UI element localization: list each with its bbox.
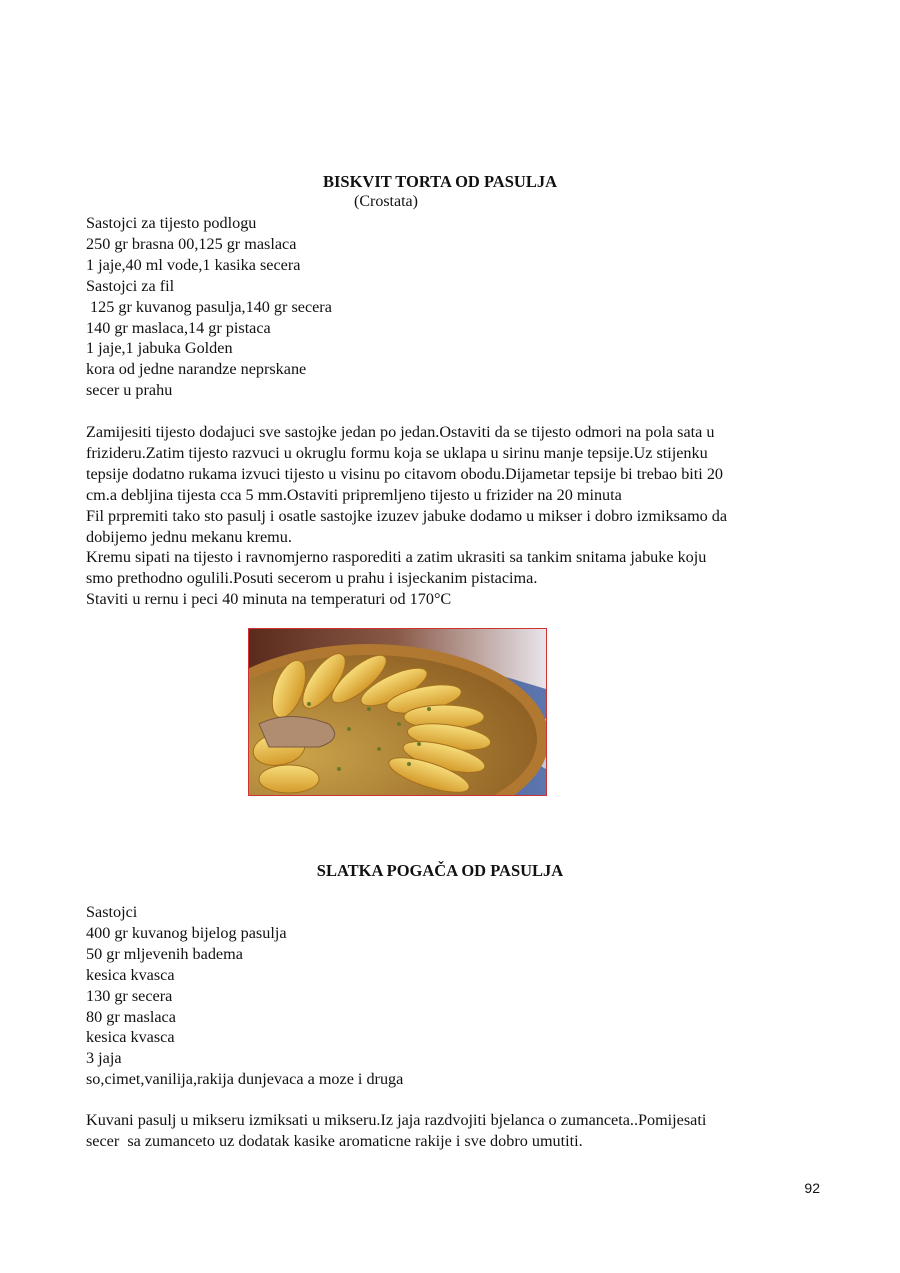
ingredient-line: 130 gr secera bbox=[86, 986, 173, 1005]
recipe-2-ingredients bbox=[86, 902, 403, 1090]
instruction-line: Zamijesiti tijesto dodajuci sve sastojke jedan po jedan.Ostaviti da se tijesto odmori na pola sata u bbox=[86, 423, 715, 441]
instruction-line: dobijemo jednu mekanu kremu. bbox=[86, 527, 292, 546]
ingredient-line: secer u prahu bbox=[86, 381, 173, 400]
recipe-1-subtitle: (Crostata) bbox=[354, 193, 418, 210]
recipe-2-instructions bbox=[86, 1110, 826, 1152]
instruction-line: smo prethodno ogulili.Posuti secerom u prahu i isjeckanim pistacima. bbox=[86, 569, 538, 588]
ingredient-line: 80 gr maslaca bbox=[86, 1007, 176, 1026]
ingredient-line: Sastojci bbox=[86, 903, 138, 921]
page-number: 92 bbox=[804, 1180, 820, 1196]
instruction-line: Fil prpremiti tako sto pasulj i osatle sastojke izuzev jabuke dodamo u mikser i dobro izmiksamo da bbox=[86, 506, 728, 525]
instruction-line: cm.a debljina tijesta cca 5 mm.Ostaviti pripremljeno tijesto u frizider na 20 minuta bbox=[86, 485, 622, 504]
ingredient-line: kesica kvasca bbox=[86, 1028, 175, 1047]
recipe-1-ingredients bbox=[86, 213, 332, 401]
ingredient-line: 140 gr maslaca,14 gr pistaca bbox=[86, 318, 271, 337]
ingredient-line: 1 jaje,1 jabuka Golden bbox=[86, 339, 233, 358]
ingredient-line: kesica kvasca bbox=[86, 965, 175, 984]
instruction-line: tepsije dodatno rukama izvuci tijesto u visinu po citavom obodu.Dijametar tepsije bi trebao biti 20 bbox=[86, 464, 724, 483]
recipe-2-title: SLATKA POGAČA OD PASULJA bbox=[316, 861, 564, 880]
recipe-1-title: BISKVIT TORTA OD PASULJA bbox=[322, 172, 557, 191]
instruction-line: Staviti u rernu i peci 40 minuta na temperaturi od 170°C bbox=[86, 590, 452, 609]
ingredient-line: 250 gr brasna 00,125 gr maslaca bbox=[86, 234, 297, 253]
ingredient-line: 400 gr kuvanog bijelog pasulja bbox=[86, 923, 287, 942]
ingredient-line: so,cimet,vanilija,rakija dunjevaca a moze i druga bbox=[86, 1070, 404, 1089]
ingredient-line: 50 gr mljevenih badema bbox=[86, 944, 243, 963]
instruction-line: Kuvani pasulj u mikseru izmiksati u mikseru.Iz jaja razdvojiti bjelanca o zumanceta..Pomijesati bbox=[86, 1111, 707, 1129]
ingredient-line: Sastojci za fil bbox=[86, 276, 175, 295]
instruction-line: secer sa zumanceto uz dodatak kasike aromaticne rakije i sve dobro umutiti. bbox=[86, 1131, 583, 1150]
ingredient-line: kora od jedne narandze neprskane bbox=[86, 360, 307, 379]
crostata-photo bbox=[248, 628, 547, 796]
instruction-line: Kremu sipati na tijesto i ravnomjerno rasporediti a zatim ukrasiti sa tankim snitama jabuke koju bbox=[86, 548, 707, 567]
ingredient-line: 3 jaja bbox=[86, 1049, 122, 1068]
ingredient-line: Sastojci za tijesto podlogu bbox=[86, 214, 257, 232]
ingredient-line: 125 gr kuvanog pasulja,140 gr secera bbox=[86, 297, 332, 316]
ingredient-line: 1 jaje,40 ml vode,1 kasika secera bbox=[86, 255, 301, 274]
instruction-line: frizideru.Zatim tijesto razvuci u okruglu formu koja se uklapa u sirinu manje tepsije.Uz stijenku bbox=[86, 443, 708, 462]
recipe-1-instructions bbox=[86, 422, 826, 610]
